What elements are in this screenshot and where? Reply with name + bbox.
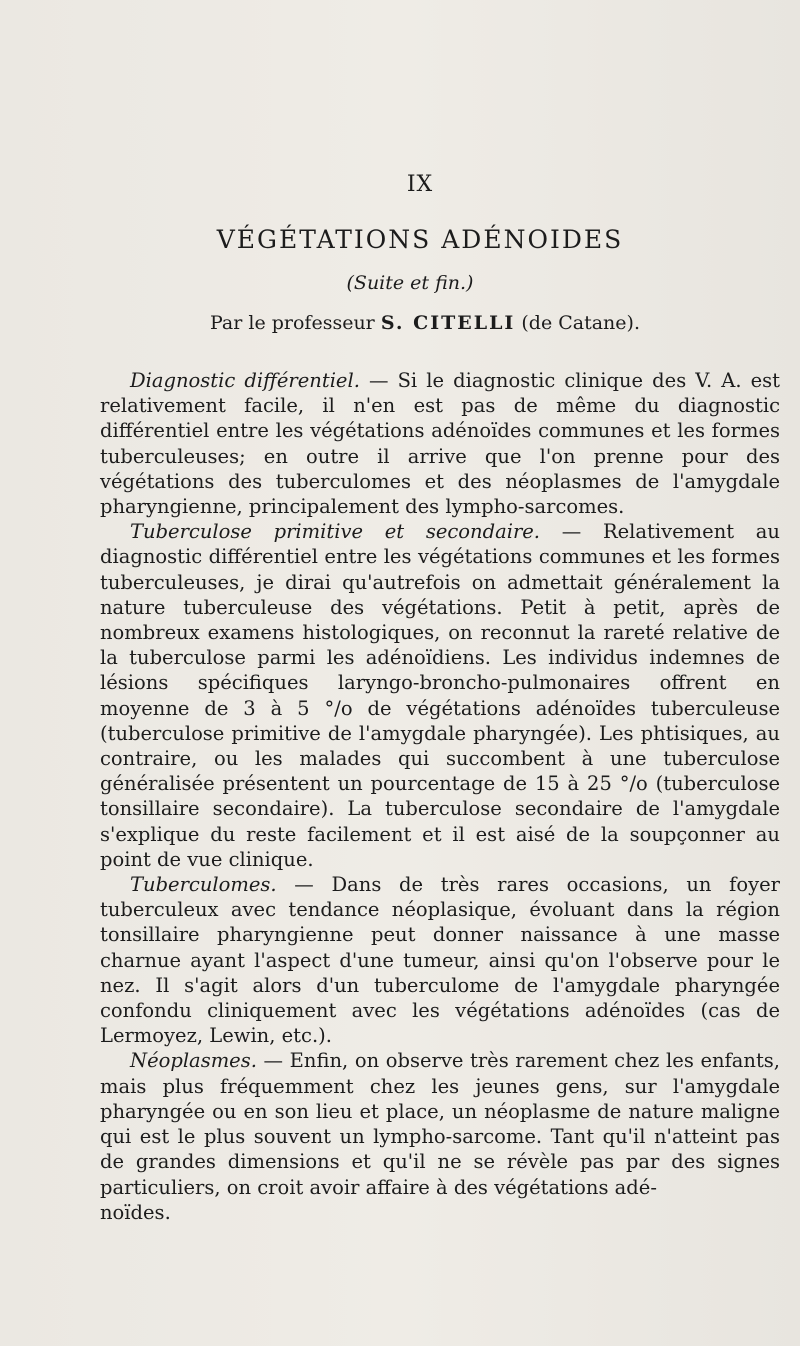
paragraph-tuberculose <box>100 519 780 872</box>
closing-line: noïdes. <box>100 1200 171 1224</box>
paragraph-lead: Tuberculose primitive et secondaire. <box>130 520 541 544</box>
paragraph-text: — Relativement au diagnostic différentiel entre les végétations communes et les formes tuberculeuses, je dirai qu'autrefois on admettait généralement la nature tuberculeuse des végétations. Petit à petit, après de nombreux examens histologiques, on reconnut la rareté relative de la tuberculose parmi les adénoïdiens. Les individus indemnes de lésions spécifiques laryngo-broncho-pulmonaires offrent en moyenne de 3 à 5 °/o de végétations adénoïdes tuberculeuse (tuberculose primitive de l'amygdale pharyngée). Les phtisiques, au contraire, ou les malades qui succombent à une tuberculose généralisée présentent un pourcentage de 15 à 25 °/o (tuberculose tonsillaire secondaire). La tuberculose secondaire de l'amygdale s'explique du reste facilement et il est aisé de la soupçonner au point de vue clinique. <box>100 520 780 871</box>
paragraph-text: — Enfin, on observe très rarement chez les enfants, mais plus fréquemment chez les jeunes gens, sur l'amygdale pharyngée ou en son lieu et place, un néoplasme de nature maligne qui est le plus souvent un lympho-sarcome. Tant qu'il n'atteint pas de grandes dimensions et qu'il ne se révèle pas par des signes particuliers, on croit avoir affaire à des végétations adé- <box>100 1049 780 1199</box>
paragraph-tuberculomes <box>100 872 780 1048</box>
paragraph-text: — Si le diagnostic clinique des V. A. est relativement facile, il n'en est pas de même du diagnostic différentiel entre les végétations adénoïdes communes et les formes tuberculeuses; en outre il arrive que l'on prenne pour des végétations des tuberculomes et des néoplasmes de l'amygdale pharyngienne, principalement des lympho-sarcomes. <box>100 369 780 519</box>
paragraph-text: — Dans de très rares occasions, un foyer tuberculeux avec tendance néoplasique, évoluant dans la région tonsillaire pharyngienne peut donner naissance à une masse charnue ayant l'aspect d'une tumeur, ainsi qu'on l'observe pour le nez. Il s'agit alors d'un tuberculome de l'amygdale pharyngée confondu cliniquement avec les végétations adénoïdes (cas de Lermoyez, Lewin, etc.). <box>100 873 780 1048</box>
article-subtitle: (Suite et fin.) <box>346 272 474 294</box>
article-body <box>100 368 780 1225</box>
author-line <box>0 312 800 334</box>
author-name: S. CITELLI <box>380 312 516 334</box>
author-affiliation: (de Catane). <box>521 312 640 334</box>
author-prefix: Par le professeur <box>210 312 375 334</box>
paragraph-lead: Tuberculomes. <box>130 873 277 897</box>
paragraph-lead: Néoplasmes. <box>130 1049 257 1073</box>
chapter-number: IX <box>406 172 434 197</box>
paragraph-neoplasmes <box>100 1048 780 1199</box>
paragraph-diagnostic <box>100 368 780 519</box>
paragraph-lead: Diagnostic différentiel. <box>130 369 360 392</box>
article-title: VÉGÉTATIONS ADÉNOIDES <box>216 225 624 254</box>
